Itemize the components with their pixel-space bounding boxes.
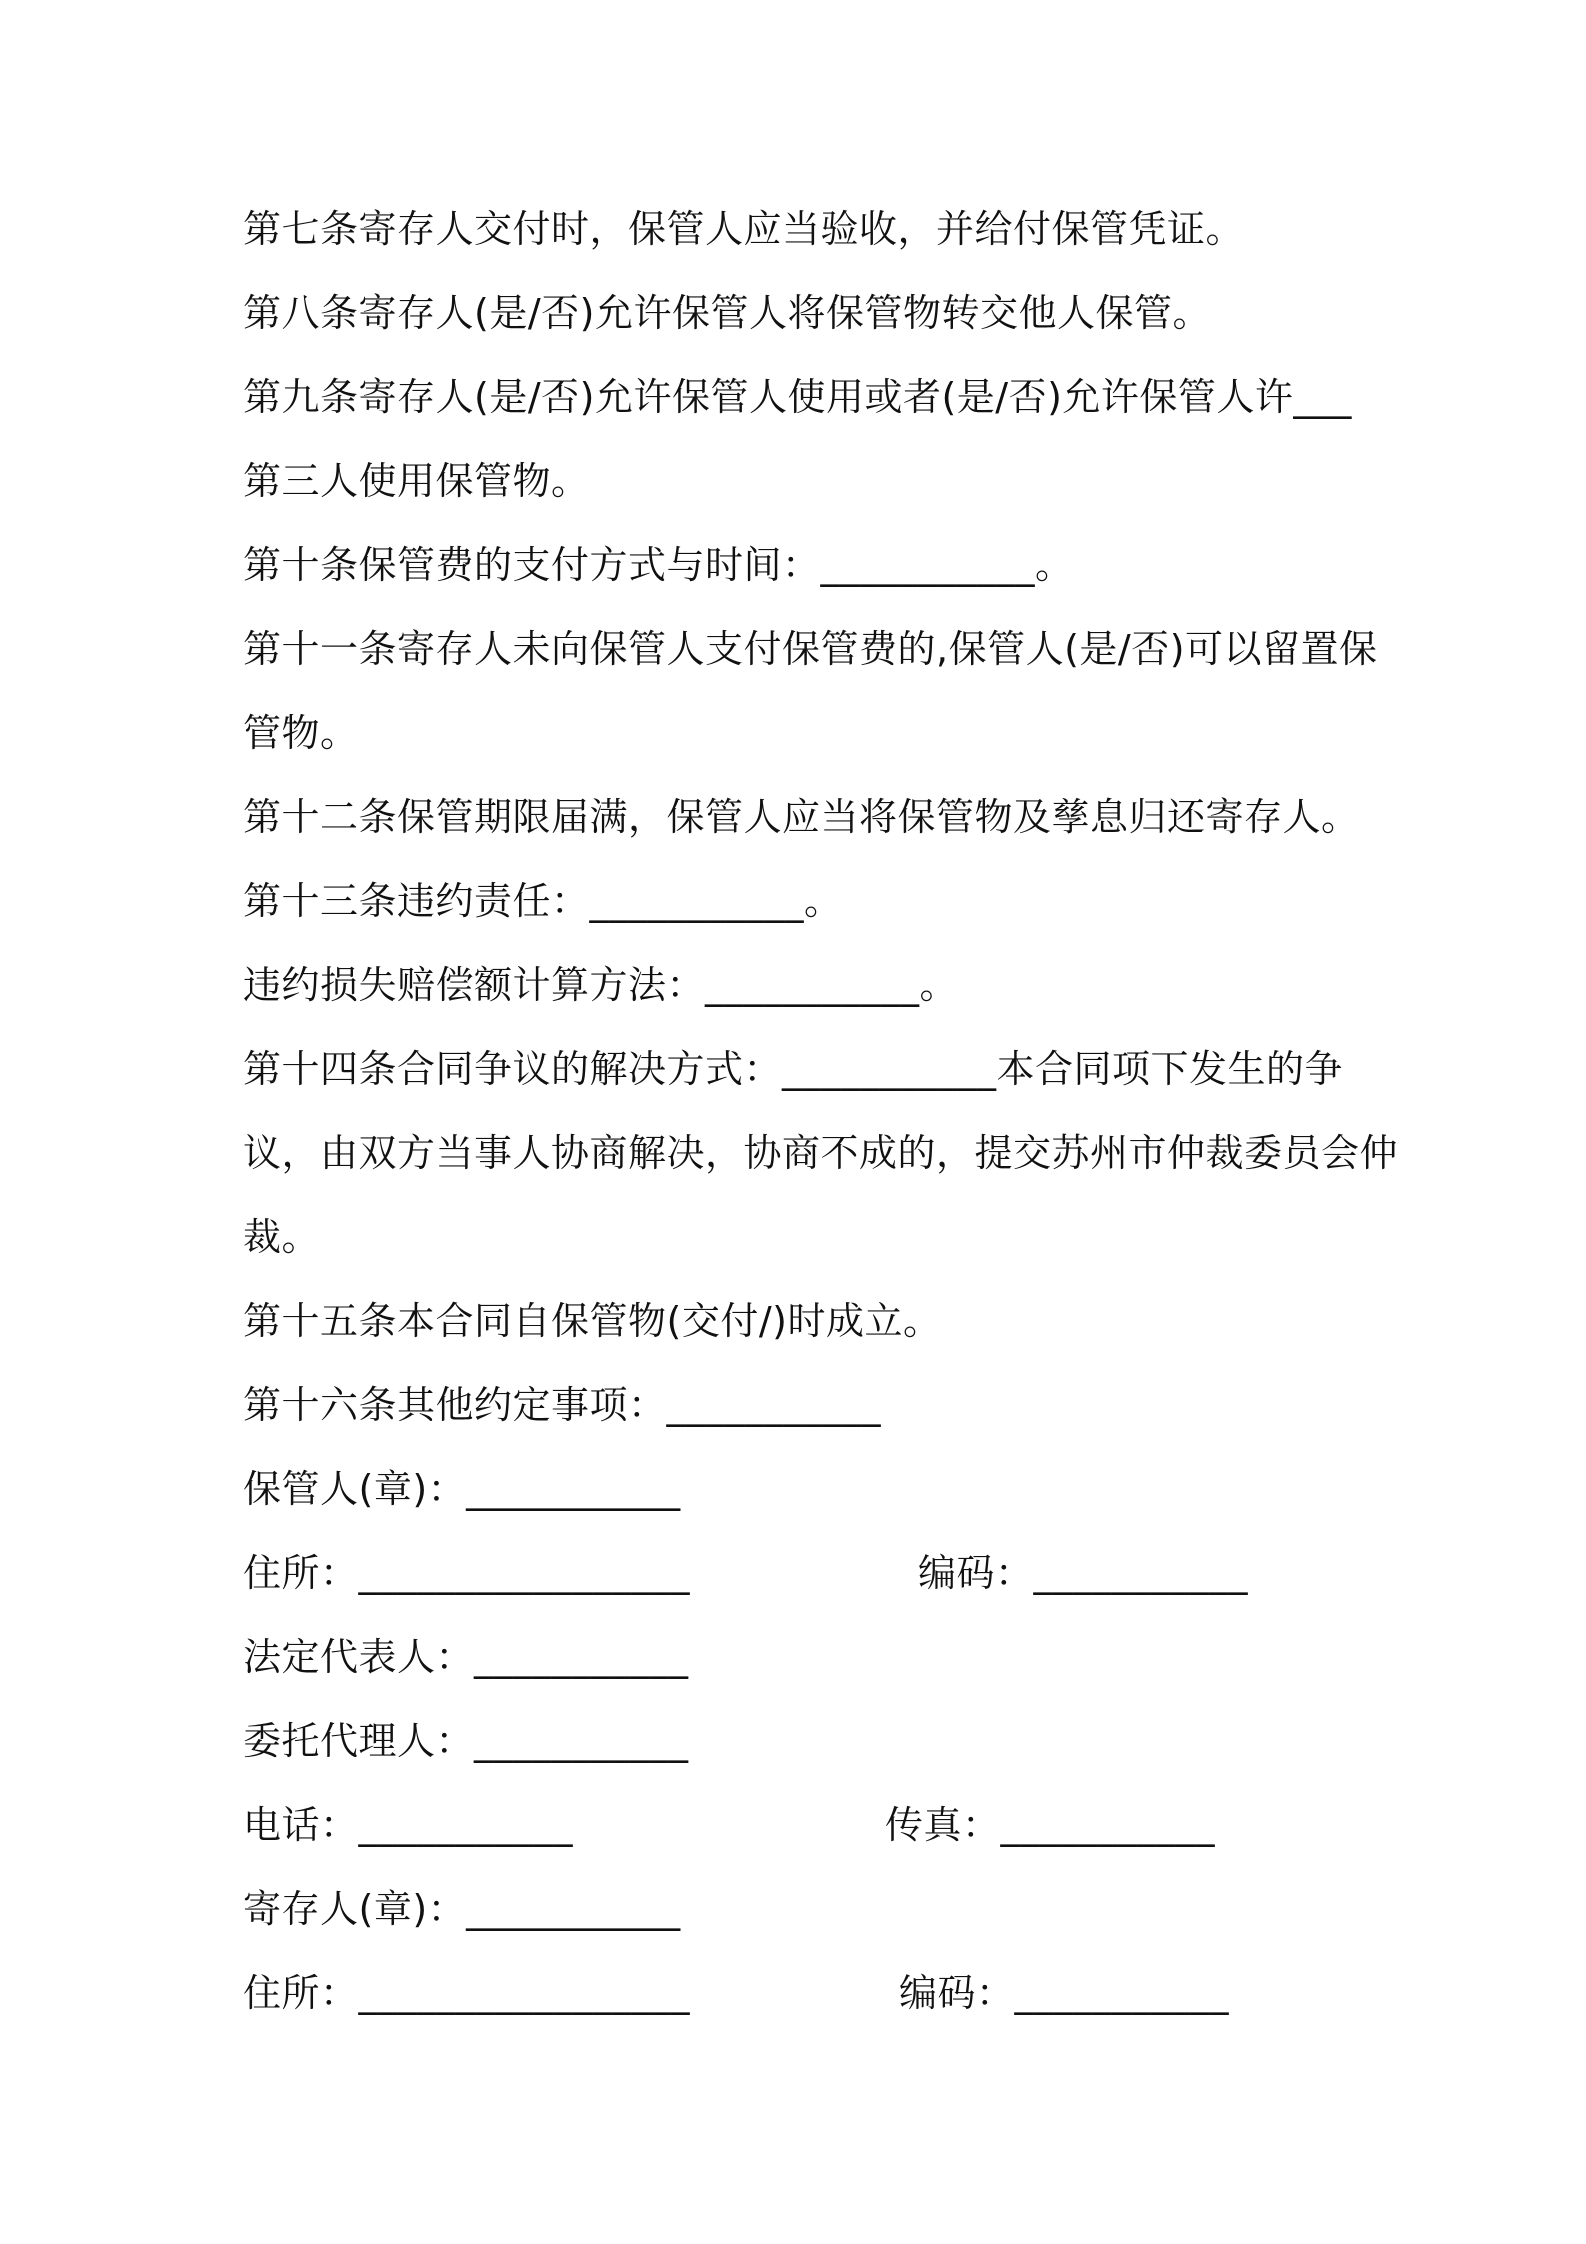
clause-16: 第十六条其他约定事项：___________ — [243, 1383, 882, 1427]
clause-14-line-3: 裁。 — [243, 1215, 321, 1259]
depositor-seal-field: 寄存人(章)：___________ — [243, 1887, 681, 1931]
clause-9-line-2: 第三人使用保管物。 — [243, 459, 590, 503]
fax-field: 传真：___________ — [885, 1803, 1216, 1847]
phone-field: 电话：___________ — [243, 1803, 574, 1847]
authorized-agent-field: 委托代理人：___________ — [243, 1719, 689, 1763]
clause-11-line-2: 管物。 — [243, 711, 359, 755]
custodian-postcode-field: 编码：___________ — [918, 1551, 1249, 1595]
clause-14-line-2: 议，由双方当事人协商解决，协商不成的，提交苏州市仲裁委员会仲 — [243, 1131, 1399, 1175]
custodian-seal-field: 保管人(章)：___________ — [243, 1467, 681, 1511]
clause-7: 第七条寄存人交付时，保管人应当验收，并给付保管凭证。 — [243, 207, 1245, 251]
clause-12: 第十二条保管期限届满，保管人应当将保管物及孳息归还寄存人。 — [243, 795, 1360, 839]
clause-14-line-1: 第十四条合同争议的解决方式：___________本合同项下发生的争 — [243, 1047, 1344, 1091]
legal-representative-field: 法定代表人：___________ — [243, 1635, 689, 1679]
clause-11-line-1: 第十一条寄存人未向保管人支付保管费的,保管人(是/否)可以留置保 — [243, 627, 1378, 671]
clause-15: 第十五条本合同自保管物(交付/)时成立。 — [243, 1299, 942, 1343]
clause-9-line-1: 第九条寄存人(是/否)允许保管人使用或者(是/否)允许保管人许___ — [243, 375, 1352, 419]
clause-8: 第八条寄存人(是/否)允许保管人将保管物转交他人保管。 — [243, 291, 1211, 335]
depositor-postcode-field: 编码：___________ — [899, 1971, 1230, 2015]
depositor-address-field: 住所：_________________ — [243, 1971, 691, 2015]
clause-13: 第十三条违约责任：___________。 — [243, 879, 843, 923]
clause-13-compensation: 违约损失赔偿额计算方法：___________。 — [243, 963, 959, 1007]
clause-10: 第十条保管费的支付方式与时间：___________。 — [243, 543, 1074, 587]
custodian-address-field: 住所：_________________ — [243, 1551, 691, 1595]
